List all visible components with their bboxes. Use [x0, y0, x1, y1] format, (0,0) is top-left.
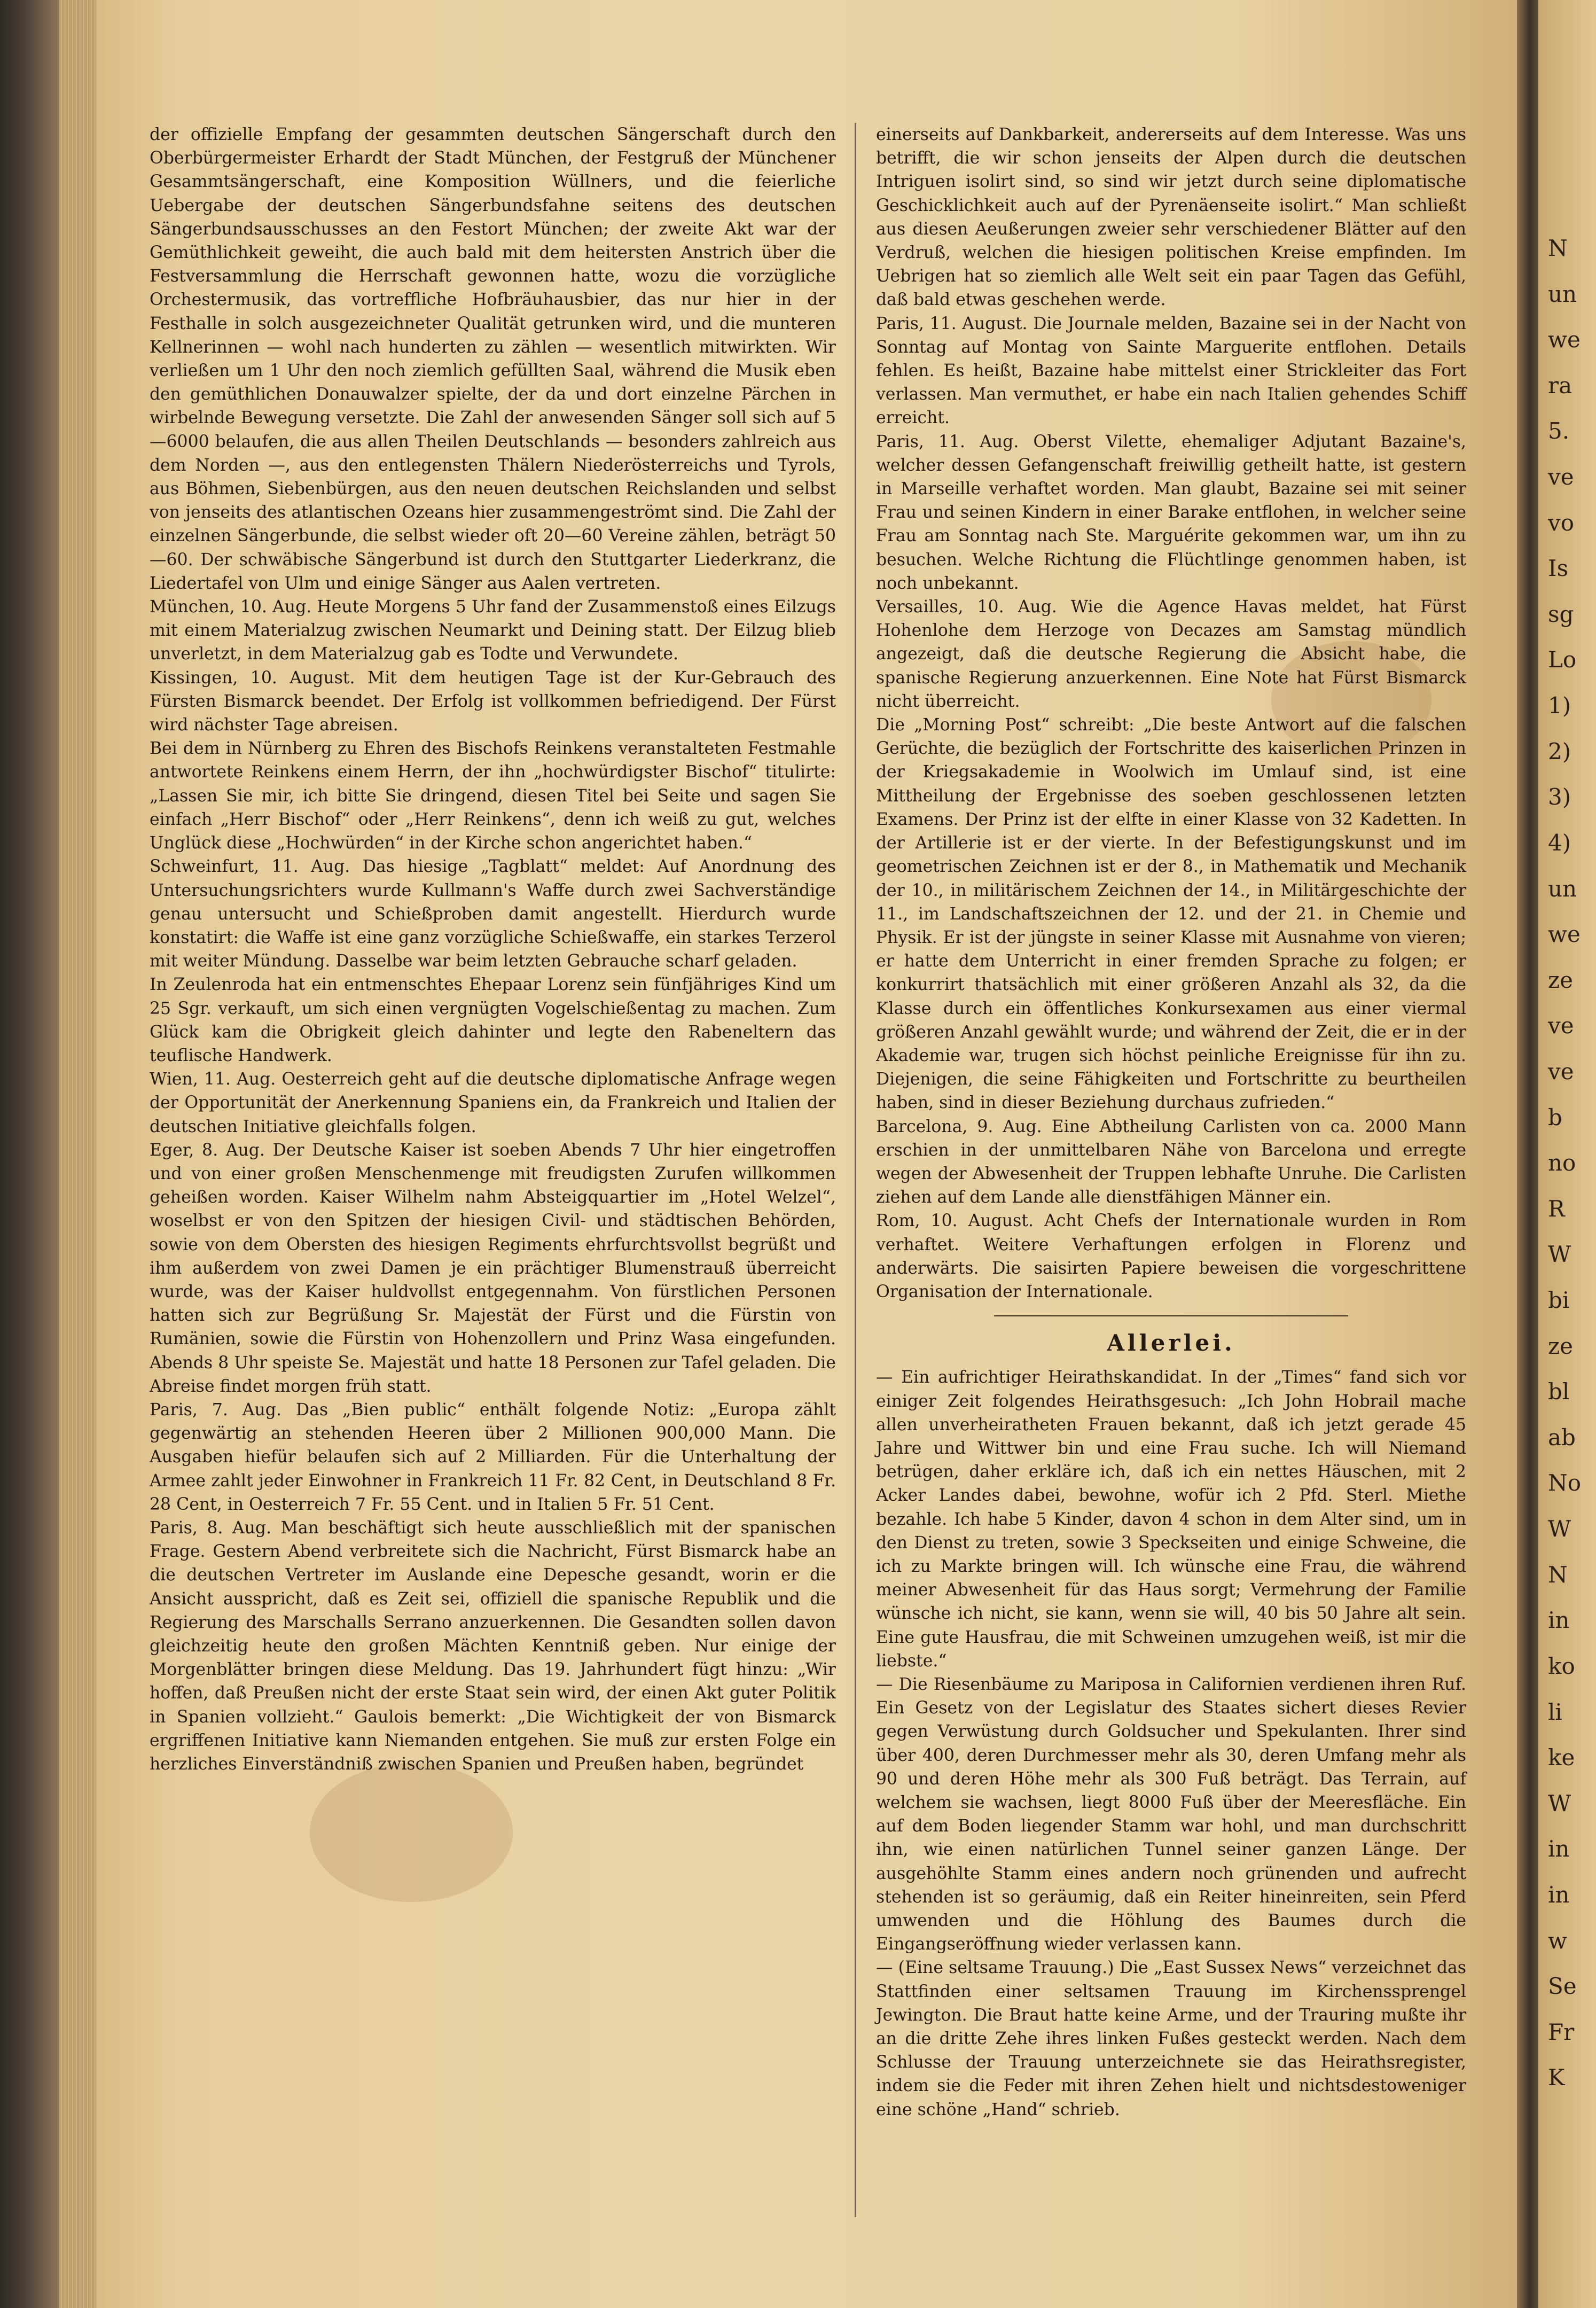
section-title-allerlei: Allerlei.: [1107, 1330, 1235, 1356]
article-paragraph: Rom, 10. August. Acht Chefs der Internationale wurden in Rom verhaftet. Weitere Verhaftungen erfolgen in Florenz und anderwärts. Die saisirten Papiere beweisen die vorgeschrittene Organisation der Internationale.: [876, 1211, 1466, 1301]
adjacent-page-fragment: li: [1548, 1698, 1562, 1725]
adjacent-page-fragment: bi: [1548, 1287, 1570, 1314]
adjacent-page-edge: [1538, 0, 1596, 2308]
article-paragraph: — (Eine seltsame Trauung.) Die „East Sussex News“ verzeichnet das Stattfinden einer seltsamen Trauung im Kirchenssprengel Jewington. Die Braut hatte keine Arme, und der Trauring mußte ihr an die dritte Zehe ihres linken Fußes gesteckt werden. Nach dem Schlusse der Trauung unterzeichnete sie das Heirathsregister, indem sie die Feder mit ihren Zehen hielt und nichtsdestoweniger eine schöne „Hand“ schrieb.: [876, 1958, 1466, 2119]
adjacent-page-fragment: N: [1548, 1561, 1568, 1588]
article-paragraph: Bei dem in Nürnberg zu Ehren des Bischofs Reinkens veranstalteten Festmahle antwortete Reinkens einem Herrn, der ihn „hochwürdigster Bischof“ titulirte: „Lassen Sie mir, ich bitte Sie dringend, diesen Titel bei Seite und sagen Sie einfach „Herr Bischof“ oder „Herr Reinkens“, denn ich weiß zu gut, welches Unglück diese „Hochwürden“ in der Kirche schon angerichtet haben.“: [150, 739, 836, 853]
book-spine: [0, 0, 59, 2308]
article-paragraph: Paris, 11. August. Die Journale melden, Bazaine sei in der Nacht von Sonntag auf Montag von Sainte Marguerite entflohen. Details fehlen. Es heißt, Bazaine habe mittelst einer Strickleiter das Fort verlassen. Man vermuthet, er habe ein nach Italien gehendes Schiff erreicht.: [876, 314, 1466, 428]
adjacent-page-fragment: ze: [1548, 1332, 1573, 1359]
adjacent-page-fragment: W: [1548, 1790, 1571, 1816]
section-rule: [994, 1315, 1348, 1316]
article-paragraph: Paris, 11. Aug. Oberst Vilette, ehemaliger Adjutant Bazaine's, welcher dessen Gefangenschaft freiwillig getheilt hatte, ist gestern in Marseille verhaftet worden. Man glaubt, Bazaine sei mit seiner Frau und seinen Kindern in einer Barake entflohen, in welcher seine Frau am Sonntag nach Ste. Marguérite gekommen war, um ihn zu besuchen. Welche Richtung die Flüchtlinge genommen haben, ist noch unbekannt.: [876, 432, 1466, 593]
adjacent-page-fragment: 1): [1548, 692, 1571, 719]
book-gutter: [1517, 0, 1538, 2308]
adjacent-page-fragment: ze: [1548, 966, 1573, 993]
adjacent-page-fragment: no: [1548, 1150, 1576, 1176]
adjacent-page-fragment: bl: [1548, 1378, 1570, 1405]
adjacent-page-fragment: ve: [1548, 464, 1574, 490]
article-paragraph: Versailles, 10. Aug. Wie die Agence Havas meldet, hat Fürst Hohenlohe dem Herzoge von Decazes am Samstag mündlich angezeigt, daß die deutsche Regierung die Absicht habe, die spanische Regierung anzuerkennen. Eine Note hat Fürst Bismarck nicht überreicht.: [876, 597, 1466, 711]
adjacent-page-fragment: vo: [1548, 509, 1575, 536]
article-paragraph: Schweinfurt, 11. Aug. Das hiesige „Tagblatt“ meldet: Auf Anordnung des Untersuchungsrichters wurde Kullmann's Waffe durch zwei Sachverständige genau untersucht und Schießproben damit angestellt. Hierdurch wurde konstatirt: die Waffe ist eine ganz vorzügliche Schießwaffe, ein starkes Terzerol mit weiter Mündung. Dasselbe war beim letzten Gebrauche scharf geladen.: [150, 857, 836, 971]
adjacent-page-fragment: un: [1548, 280, 1577, 307]
article-paragraph: der offizielle Empfang der gesammten deutschen Sängerschaft durch den Oberbürgermeister Erhardt der Stadt München, der Festgruß der Münchener Gesammtsängerschaft, eine Komposition Wüllners, und die feierliche Uebergabe der deutschen Sängerbundsfahne seitens des deutschen Sängerbundsausschusses an den Festort München; der zweite Akt war der Gemüthlichkeit geweiht, die auch bald mit dem heitersten Anstrich über die Festversammlung die Herrschaft gewonnen hatte, wozu die vorzügliche Orchestermusik, das vortreffliche Hofbräuhausbier, das nur hier in der Festhalle in solch ausgezeichneter Qualität getrunken wird, und die munteren Kellnerinnen — wohl nach hunderten zu zählen — wesentlich mitwirkten. Wir verließen um 1 Uhr den noch ziemlich gefüllten Saal, während die Musik eben den gemüthlichen Donauwalzer spielte, der da und dort einzelne Pärchen in wirbelnde Bewegung versetzte. Die Zahl der anwesenden Sänger soll sich auf 5—6000 belaufen, die aus allen Theilen Deutschlands — besonders zahlreich aus dem Norden —, aus den entlegensten Thälern Niederösterreichs und Tyrols, aus Böhmen, Siebenbürgen, aus den neuen deutschen Reichslanden und selbst von jenseits des atlantischen Ozeans hier zusammengeströmt sind. Die Zahl der einzelnen Sängerbunde, die selbst wieder oft 20—60 Vereine zählen, beträgt 50—60. Der schwäbische Sängerbund ist durch den Stuttgarter Liederkranz, die Liedertafel von Ulm und einige Sänger aus Aalen vertreten.: [150, 125, 836, 593]
adjacent-page-fragment: Se: [1548, 1973, 1577, 2000]
adjacent-page-fragment: ve: [1548, 1012, 1574, 1039]
adjacent-page-fragment: ve: [1548, 1058, 1574, 1085]
right-column: [876, 123, 1466, 2122]
article-paragraph: Wien, 11. Aug. Oesterreich geht auf die deutsche diplomatische Anfrage wegen der Opportunität der Anerkennung Spaniens ein, da Frankreich und Italien der deutschen Initiative gleichfalls folgen.: [150, 1070, 836, 1136]
article-paragraph: Eger, 8. Aug. Der Deutsche Kaiser ist soeben Abends 7 Uhr hier eingetroffen und von einer großen Menschenmenge mit freudigsten Zurufen willkommen geheißen worden. Kaiser Wilhelm nahm Absteigquartier im „Hotel Welzel“, woselbst er von den Spitzen der hiesigen Civil- und städtischen Behörden, sowie von dem Obersten des hiesigen Regiments ehrfurchtsvollst begrüßt und ihm außerdem von zwei Damen je ein prächtiger Blumenstrauß überreicht wurde, was der Kaiser huldvollst entgegennahm. Von fürstlichen Personen hatten sich zur Begrüßung Sr. Majestät der Fürst und die Fürstin von Rumänien, sowie die Fürstin von Hohenzollern und Prinz Wasa eingefunden. Abends 8 Uhr speiste Se. Majestät und hatte 18 Personen zur Tafel geladen. Die Abreise findet morgen früh statt.: [150, 1140, 836, 1396]
article-paragraph: Die „Morning Post“ schreibt: „Die beste Antwort auf die falschen Gerüchte, die bezüglich der Fortschritte des kaiserlichen Prinzen in der Kriegsakademie in Woolwich im Umlauf sind, ist eine Mittheilung der Ergebnisse des soeben geschlossenen letzten Examens. Der Prinz ist der elfte in einer Klasse von 32 Kadetten. In der Artillerie ist er der vierte. In der Befestigungskunst und im geometrischen Zeichnen ist er der 8., in Mathematik und Mechanik der 10., in militärischem Zeichnen der 14., in Militärgeschichte der 11., im Landschaftszeichnen der 12. und der 21. in Chemie und Physik. Er ist der jüngste in seiner Klasse mit Ausnahme von vieren; er hatte dem Unterricht in einer fremden Sprache zu folgen; er konkurrirt thatsächlich mit einer größeren Anzahl als 32, da die Klasse durch ein öffentliches Konkursexamen aus einer viermal größeren Anzahl gewählt wurde; und während der Zeit, die er in der Akademie war, trugen sich höchst peinliche Ereignisse für ihn zu. Diejenigen, die seine Fähigkeiten und Fortschritte zu beurtheilen haben, sind in dieser Beziehung durchaus zufrieden.“: [876, 715, 1466, 1113]
adjacent-page-fragment: ke: [1548, 1744, 1575, 1771]
adjacent-page-fragment: sg: [1548, 601, 1574, 627]
adjacent-page-fragment: 5.: [1548, 418, 1570, 445]
article-paragraph: München, 10. Aug. Heute Morgens 5 Uhr fand der Zusammenstoß eines Eilzugs mit einem Materialzug zwischen Neumarkt und Deining statt. Der Eilzug blieb unverletzt, in dem Materialzug gab es Todte und Verwundete.: [150, 597, 836, 664]
adjacent-page-fragment: w: [1548, 1927, 1567, 1954]
left-column: [150, 123, 836, 1776]
adjacent-page-fragment: Fr: [1548, 2018, 1575, 2045]
adjacent-page-fragment: b: [1548, 1104, 1562, 1130]
adjacent-page-fragment: ab: [1548, 1424, 1576, 1451]
adjacent-page-fragment: ra: [1548, 372, 1572, 399]
article-paragraph: In Zeulenroda hat ein entmenschtes Ehepaar Lorenz sein fünfjähriges Kind um 25 Sgr. verkauft, um sich einen vergnügten Vogelschießentag zu machen. Zum Glück kam die Obrigkeit gleich dahinter und legte den Rabeneltern das teuflische Handwerk.: [150, 975, 836, 1065]
article-paragraph: — Die Riesenbäume zu Mariposa in Californien verdienen ihren Ruf. Ein Gesetz von der Legislatur des Staates sichert dieses Revier gegen Verwüstung durch Goldsucher und Spekulanten. Ihrer sind über 400, deren Durchmesser mehr als 30, deren Umfang mehr als 90 und deren Höhe mehr als 300 Fuß beträgt. Das Terrain, auf welchem sie wachsen, liegt 8000 Fuß über der Meeresfläche. Ein auf dem Boden liegender Stamm war hohl, und man durchschritt ihn, wie einen natürlichen Tunnel seiner ganzen Länge. Der ausgehöhlte Stamm eines andern noch grünenden und aufrecht stehenden ist so geräumig, daß ein Reiter hineinreiten, sein Pferd umwenden und die Höhlung des Baumes durch die Eingangseröffnung wieder verlassen kann.: [876, 1675, 1466, 1954]
adjacent-page-fragment: we: [1548, 921, 1581, 948]
adjacent-page-fragment: W: [1548, 1241, 1571, 1268]
adjacent-page-fragment: un: [1548, 875, 1577, 902]
adjacent-page-fragment: K: [1548, 2064, 1565, 2091]
article-paragraph: Paris, 7. Aug. Das „Bien public“ enthält folgende Notiz: „Europa zählt gegenwärtig an stehenden Heeren über 2 Millionen 900,000 Mann. Die Ausgaben hiefür belaufen sich auf 2 Milliarden. Für die Unterhaltung der Armee zahlt jeder Einwohner in Frankreich 11 Fr. 82 Cent, in Deutschland 8 Fr. 28 Cent, in Oesterreich 7 Fr. 55 Cent. und in Italien 5 Fr. 51 Cent.: [150, 1400, 836, 1514]
article-paragraph: einerseits auf Dankbarkeit, andererseits auf dem Interesse. Was uns betrifft, die wir schon jenseits der Alpen durch die deutschen Intriguen isolirt sind, so sind wir jetzt durch seine diplomatische Geschicklichkeit auch auf der Pyrenäenseite isolirt.“ Man schließt aus diesen Aeußerungen zweier sehr verschiedener Blätter auf den Verdruß, welchen die hiesigen politischen Kreise empfinden. Im Uebrigen hat so ziemlich alle Welt seit ein paar Tagen das Gefühl, daß bald etwas geschehen werde.: [876, 125, 1466, 310]
article-paragraph: Barcelona, 9. Aug. Eine Abtheilung Carlisten von ca. 2000 Mann erschien in der unmittelbaren Nähe von Barcelona und erregte wegen der Abwesenheit der Truppen lebhafte Unruhe. Die Carlisten ziehen auf dem Lande alle dienstfähigen Männer ein.: [876, 1117, 1466, 1207]
page-stack-edges: [59, 0, 96, 2308]
article-paragraph: Kissingen, 10. August. Mit dem heutigen Tage ist der Kur-Gebrauch des Fürsten Bismarck beendet. Der Erfolg ist vollkommen befriedigend. Der Fürst wird nächster Tage abreisen.: [150, 668, 836, 735]
adjacent-page-fragment: 2): [1548, 738, 1571, 765]
article-paragraph: — Ein aufrichtiger Heirathskandidat. In der „Times“ fand sich vor einiger Zeit folgendes Heirathsgesuch: „Ich John Hobrail mache allen unverheiratheten Frauen bekannt, daß ich jetzt gerade 45 Jahre und Wittwer bin und eine Frau suche. Ich will Niemand betrügen, daher erkläre ich, daß ich ein nettes Häuschen, mit 2 Acker Landes dabei, bewohne, wofür ich 2 Pfd. Sterl. Miethe bezahle. Ich habe 5 Kinder, davon 4 schon in dem Alter sind, um in den Dienst zu treten, sowie 3 Speckseiten und einige Schweine, die ich zu Markte bringen will. Ich wünsche eine Frau, die während meiner Abwesenheit für das Haus sorgt; Vermehrung der Familie wünsche ich nicht, sie kann, wenn sie will, 40 bis 50 Jahre alt sein. Eine gute Hausfrau, die mit Schweinen umzugehen weiß, ist mir die liebste.“: [876, 1368, 1466, 1671]
adjacent-page-fragment: Is: [1548, 555, 1569, 582]
adjacent-page-fragment: in: [1548, 1607, 1570, 1634]
paper-stain: [310, 1763, 513, 1902]
adjacent-page-fragment: in: [1548, 1881, 1570, 1908]
adjacent-page-fragment: W: [1548, 1516, 1571, 1542]
article-paragraph: Paris, 8. Aug. Man beschäftigt sich heute ausschließlich mit der spanischen Frage. Gestern Abend verbreitete sich die Nachricht, Fürst Bismarck habe an die deutschen Vertreter im Auslande eine Depesche gesandt, worin er die Ansicht ausspricht, daß es Zeit sei, offiziell die spanische Republik und die Regierung des Marschalls Serrano anzuerkennen. Die Gesandten sollen davon gleichzeitig heute den großen Mächten Kenntniß geben. Nur einige der Morgenblätter bringen diese Meldung. Das 19. Jahrhundert fügt hinzu: „Wir hoffen, daß Preußen nicht der erste Staat sein wird, der einen Akt guter Politik in Spanien vollzieht.“ Gaulois bemerkt: „Die Wichtigkeit der von Bismarck ergriffenen Initiative kann Niemanden entgehen. Sie muß zur ersten Folge ein herzliches Einverständniß zwischen Spanien und Preußen haben, begründet: [150, 1518, 836, 1774]
adjacent-page-fragment: 3): [1548, 784, 1571, 810]
adjacent-page-fragment: R: [1548, 1195, 1565, 1222]
adjacent-page-fragment: ko: [1548, 1652, 1575, 1679]
adjacent-page-fragment: we: [1548, 326, 1581, 353]
adjacent-page-fragment: in: [1548, 1836, 1570, 1862]
adjacent-page-fragment: N: [1548, 235, 1568, 261]
adjacent-page-fragment: 4): [1548, 829, 1571, 856]
adjacent-page-fragment: No: [1548, 1470, 1582, 1496]
column-divider: [855, 123, 856, 2217]
adjacent-page-fragment: Lo: [1548, 646, 1577, 673]
